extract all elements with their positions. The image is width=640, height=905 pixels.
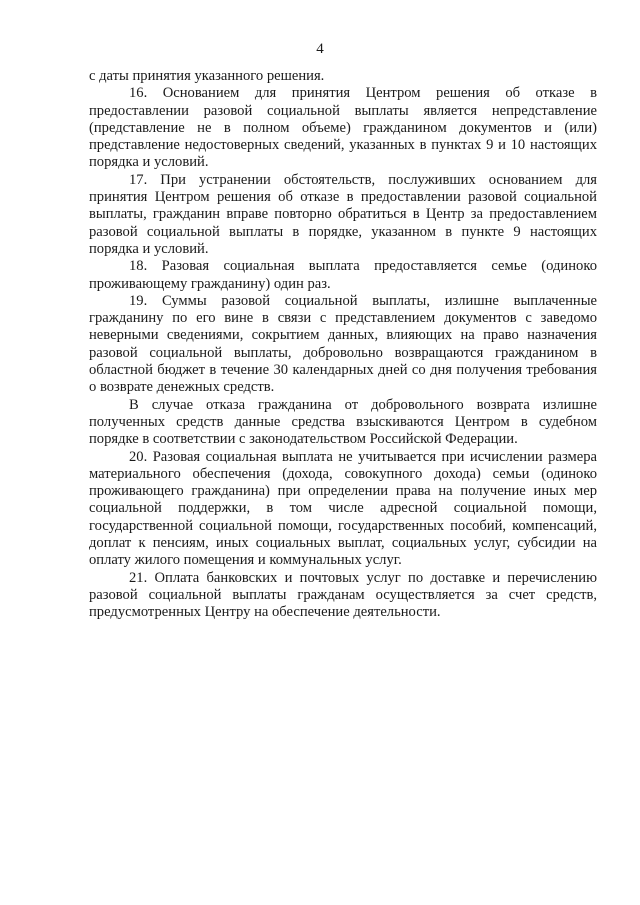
paragraph-19: 19. Суммы разовой социальной выплаты, излишне выплаченные гражданину по его вине в связи с представлением документов с заведомо неверными сведениями, сокрытием данных, влияющих на право назначения разовой социальной выплаты, добровольно возвращаются гражданином в областной бюджет в течение 30 календарных дней со дня получения требования о возврате денежных средств.	[89, 292, 597, 396]
document-body	[89, 68, 597, 622]
paragraph-18: 18. Разовая социальная выплата предоставляется семье (одиноко проживающему гражданину) один раз.	[89, 258, 597, 292]
paragraph-19-refusal: В случае отказа гражданина от добровольного возврата излишне полученных средств данные средства взыскиваются Центром в судебном порядке в соответствии с законодательством Российской Федерации.	[89, 396, 597, 448]
paragraph-20: 20. Разовая социальная выплата не учитывается при исчислении размера материального обеспечения (дохода, совокупного дохода) семьи (одиноко проживающего гражданина) при определении права на получение иных мер социальной поддержки, в том числе адресной социальной помощи, государственной социальной помощи, государственных пособий, компенсаций, доплат к пенсиям, иных социальных выплат, социальных услуг, субсидии на оплату жилого помещения и коммунальных услуг.	[89, 448, 597, 569]
paragraph-continuation: с даты принятия указанного решения.	[89, 68, 325, 84]
paragraph-21: 21. Оплата банковских и почтовых услуг по доставке и перечислению разовой социальной выплаты гражданам осуществляется за счет средств, предусмотренных Центру на обеспечение деятельности.	[89, 569, 597, 621]
paragraph-17: 17. При устранении обстоятельств, послуживших основанием для принятия Центром решения об отказе в предоставлении разовой социальной выплаты, гражданин вправе повторно обратиться в Центр за предоставлением разовой социальной выплаты в порядке, указанном в пункте 9 настоящих порядка и условий.	[89, 171, 597, 257]
paragraph-16: 16. Основанием для принятия Центром решения об отказе в предоставлении разовой социальной выплаты является непредставление (представление не в полном объеме) гражданином документов и (или) представление недостоверных сведений, указанных в пунктах 9 и 10 настоящих порядка и условий.	[89, 85, 597, 171]
page-number: 4	[316, 41, 324, 57]
